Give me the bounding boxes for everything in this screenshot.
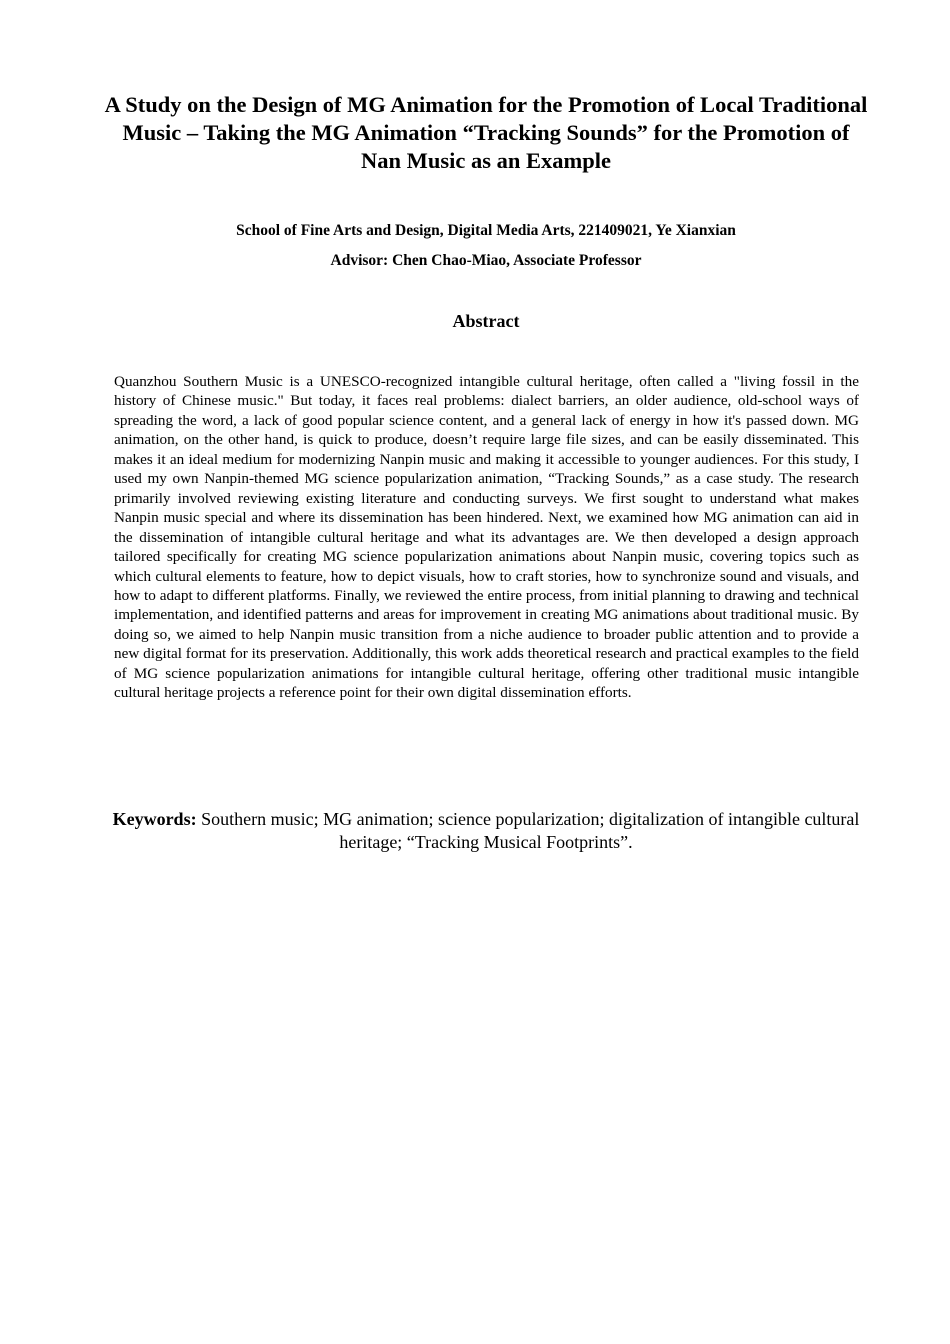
advisor-line: Advisor: Chen Chao-Miao, Associate Professor	[330, 252, 642, 269]
keywords-line	[110, 808, 862, 854]
keywords-text: Southern music; MG animation; science popularization; digitalization of intangible cultural heritage; “Tracking Musical Footprints”.	[196, 809, 860, 852]
abstract-heading: Abstract	[452, 311, 520, 331]
paper-title: A Study on the Design of MG Animation for the Promotion of Local Traditional Music – Taking the MG Animation “Tracking Sounds” for the Promotion of Nan Music as an Example	[104, 92, 868, 173]
keywords-label: Keywords:	[112, 809, 197, 829]
author-affiliation: School of Fine Arts and Design, Digital Media Arts, 221409021, Ye Xianxian	[236, 222, 736, 239]
abstract-body: Quanzhou Southern Music is a UNESCO-recognized intangible cultural heritage, often called a "living fossil in the history of Chinese music." But today, it faces real problems: dialect barriers, an older audience, old-school ways of spreading the word, a lack of good popular science content, and a general lack of energy in how it's passed down. MG animation, on the other hand, is quick to produce, doesn’t require large file sizes, and can be easily disseminated. This makes it an ideal medium for modernizing Nanpin music and making it accessible to younger audiences. For this study, I used my own Nanpin-themed MG science popularization animation, “Tracking Sounds,” as a case study. The research primarily involved reviewing existing literature and conducting surveys. We first sought to understand what makes Nanpin music special and where its dissemination has been hindered. Next, we examined how MG animation can aid in the dissemination of intangible cultural heritage and what its advantages are. We then developed a design approach tailored specifically for creating MG science popularization animations about Nanpin music, covering topics such as which cultural elements to feature, how to depict visuals, how to craft stories, how to synchronize sound and visuals, and how to adapt to different platforms. Finally, we reviewed the entire process, from initial planning to drawing and technical implementation, and identified patterns and areas for improvement in creating MG animations about traditional music. By doing so, we aimed to help Nanpin music transition from a niche audience to broader public attention and to provide a new digital format for its preservation. Additionally, this work adds theoretical research and practical examples to the field of MG science popularization animations for intangible cultural heritage, offering other traditional music intangible cultural heritage projects a reference point for their own digital dissemination efforts.	[114, 373, 859, 702]
